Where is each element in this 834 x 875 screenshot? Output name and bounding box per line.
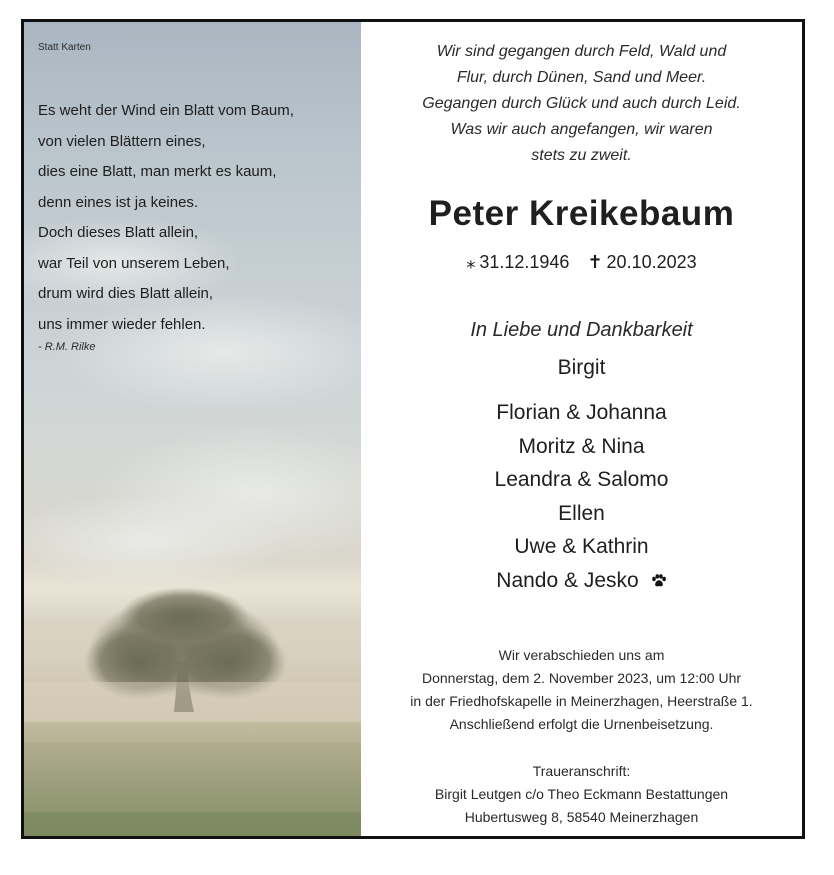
poem-line: dies eine Blatt, man merkt es kaum, [38,163,277,180]
ceremony-line: Donnerstag, dem 2. November 2023, um 12:00 Uhr [421,670,742,686]
poem-author: - R.M. Rilke [38,341,96,353]
mourner-item: Moritz & Nina [518,434,645,458]
mourner-primary: Birgit [557,356,606,379]
death-cross-icon: ✝ [587,252,603,272]
death-date: 20.10.2023 [606,252,697,272]
poem [38,96,358,340]
mourner-item: Ellen [558,501,605,525]
life-dates [361,252,802,273]
mourner-item: Florian & Johanna [496,401,667,424]
ceremony-info [361,644,802,736]
mourner-item: Leandra & Salomo [494,468,669,491]
deceased-name: Peter Kreikebaum [428,194,735,233]
motto [361,39,802,169]
ceremony-line: in der Friedhofskapelle in Meinerzhagen, Heerstraße 1. [410,693,753,709]
paw-icon [651,574,667,588]
address-title: Traueranschrift: [532,763,631,779]
mourner-item-last [361,564,802,598]
birth-star-icon: ⁎ [466,252,476,272]
poem-line: uns immer wieder fehlen. [38,315,206,333]
obituary-card [21,19,805,839]
dedication: In Liebe und Dankbarkeit [470,319,693,341]
ceremony-line: Anschließend erfolgt die Urnenbeisetzung. [449,716,714,732]
poem-line: Es weht der Wind ein Blatt vom Baum, [38,102,294,119]
mourner-item: Nando & Jesko [496,568,639,592]
mourning-address [361,760,802,829]
statt-karten-label: Statt Karten [38,42,91,53]
address-line: Birgit Leutgen c/o Theo Eckmann Bestattungen [434,786,729,802]
motto-line: Gegangen durch Glück und auch durch Leid. [422,95,741,112]
poem-line: von vielen Blättern eines, [38,132,206,150]
motto-line: Was wir auch angefangen, wir waren [450,121,713,138]
text-panel [361,22,802,836]
motto-line: Flur, durch Dünen, Sand und Meer. [456,69,707,86]
poem-line: war Teil von unserem Leben, [38,254,230,272]
mourner-list [361,396,802,597]
mourner-item: Uwe & Kathrin [514,535,649,558]
birth-date: 31.12.1946 [479,252,570,272]
poem-line: denn eines ist ja keines. [38,193,199,211]
poem-line: drum wird dies Blatt allein, [38,285,214,302]
photo-panel [24,22,361,836]
motto-line: stets zu zweit. [531,147,632,164]
poem-line: Doch dieses Blatt allein, [38,224,199,241]
ceremony-line: Wir verabschieden uns am [498,647,665,663]
motto-line: Wir sind gegangen durch Feld, Wald und [436,43,727,60]
address-line: Hubertusweg 8, 58540 Meinerzhagen [464,809,699,825]
